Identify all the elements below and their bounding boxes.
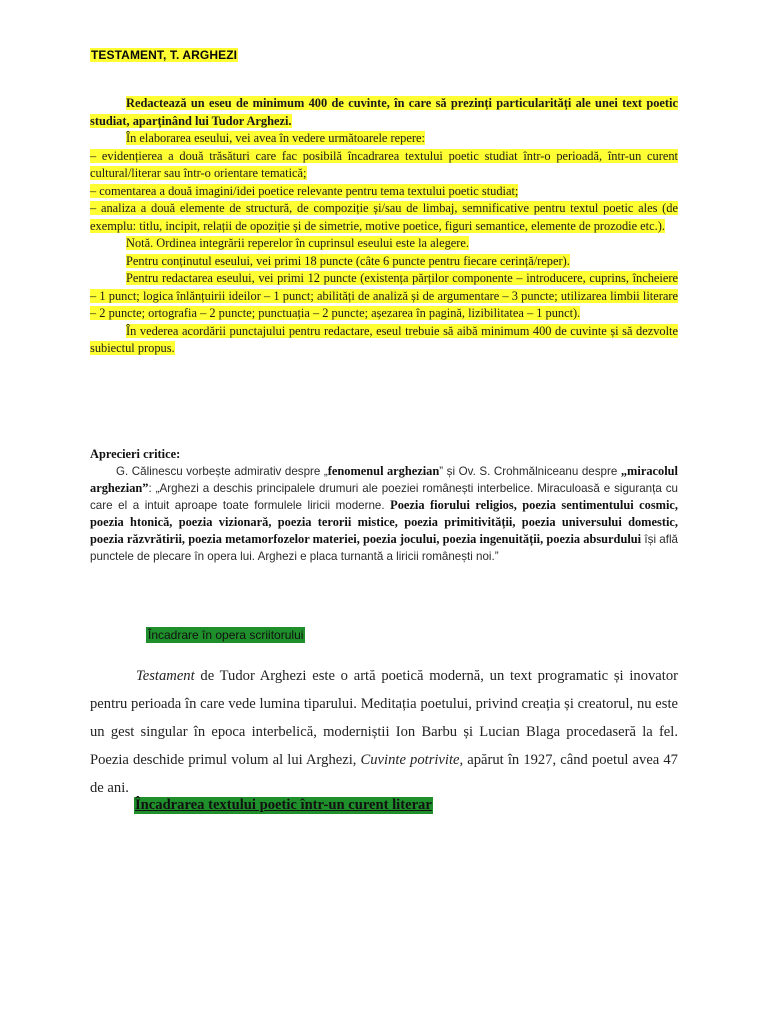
- task-line: În vederea acordării punctajului pentru redactare, eseul trebuie să aibă minimum 400 de cuvinte și să dezvolte subiectul propus.: [90, 323, 678, 355]
- task-prompt-text: Redactează un eseu de minimum 400 de cuvinte, în care să prezinți particularități ale unei text poetic studiat, aparținând lui Tudor Arghezi.: [90, 96, 678, 128]
- essay-task: [90, 95, 678, 358]
- body-text: [90, 662, 678, 802]
- critical-appraisals: [90, 446, 678, 565]
- section-heading-literary-current: Încadrarea textului poetic într-un curent literar: [135, 797, 432, 813]
- task-line: Notă. Ordinea integrării reperelor în cuprinsul eseului este la alegere.: [126, 236, 470, 250]
- task-line: – evidențierea a două trăsături care fac posibilă încadrarea textului poetic studiat într-o perioadă, într-un curent cultural/literar sau într-o orientare tematică;: [90, 148, 678, 180]
- task-line: – comentarea a două imagini/idei poetice relevante pentru tema textului poetic studiat;: [90, 183, 519, 198]
- task-line: Pentru conținutul eseului, vei primi 18 puncte (câte 6 puncte pentru fiecare cerință/reper).: [126, 253, 570, 268]
- document-title: TESTAMENT, T. ARGHEZI: [91, 48, 238, 62]
- body-paragraph: Testament de Tudor Arghezi este o artă poetică modernă, un text programatic și inovator pentru perioada în care vede lumina tiparului. Meditația poetului, privind creația și creatorul, nu este un gest singular în epoca interbelică, moderniștii Ion Barbu și Lucian Blaga procedaseră la fel. Poezia deschide primul volum al lui Arghezi, Cuvinte potrivite, apărut în 1927, când poetul avea 47 de ani.: [90, 668, 678, 796]
- critics-heading: Aprecieri critice:: [90, 447, 181, 461]
- task-line: – analiza a două elemente de structură, de compoziție și/sau de limbaj, semnificative pentru textul poetic ales (de exemplu: titlu, incipit, relații de opoziție și de simetrie, motive poetice, figuri semantice, elemente de prozodie etc.).: [90, 201, 678, 233]
- task-prompt: [90, 95, 678, 130]
- task-line: Pentru redactarea eseului, vei primi 12 puncte (existența părților componente – introducere, cuprins, încheiere – 1 punct; logica înlănțuirii ideilor – 1 punct; abilități de analiză și de argumentare – 3 puncte; utilizarea limbii literare – 2 puncte; ortografia – 2 puncte; punctuația – 2 puncte; așezarea în pagină, lizibilitatea – 1 punct).: [90, 271, 678, 320]
- task-line: În elaborarea eseului, vei avea în vedere următoarele repere:: [126, 131, 425, 145]
- critics-paragraph: G. Călinescu vorbește admirativ despre „fenomenul arghezian” și Ov. S. Crohmălniceanu despre „miracolul arghezian”: „Arghezi a deschis principalele drumuri ale poeziei românești interbelice. Miraculoasă e siguranța cu care el a intuit aproape toate formulele liricii moderne. Poezia fiorului religios, poezia sentimentului cosmic, poezia htonică, poezia vizionară, poezia terorii mistice, poezia primitivității, poezia universului domestic, poezia răzvrătirii, poezia metamorfozelor materiei, poezia jocului, poezia ingenuității, poezia absurdului își află punctele de plecare în opera lui. Arghezi e placa turnantă a liricii românești noi.”: [90, 464, 679, 563]
- section-heading-oeuvre: Încadrare în opera scriitorului: [148, 628, 304, 642]
